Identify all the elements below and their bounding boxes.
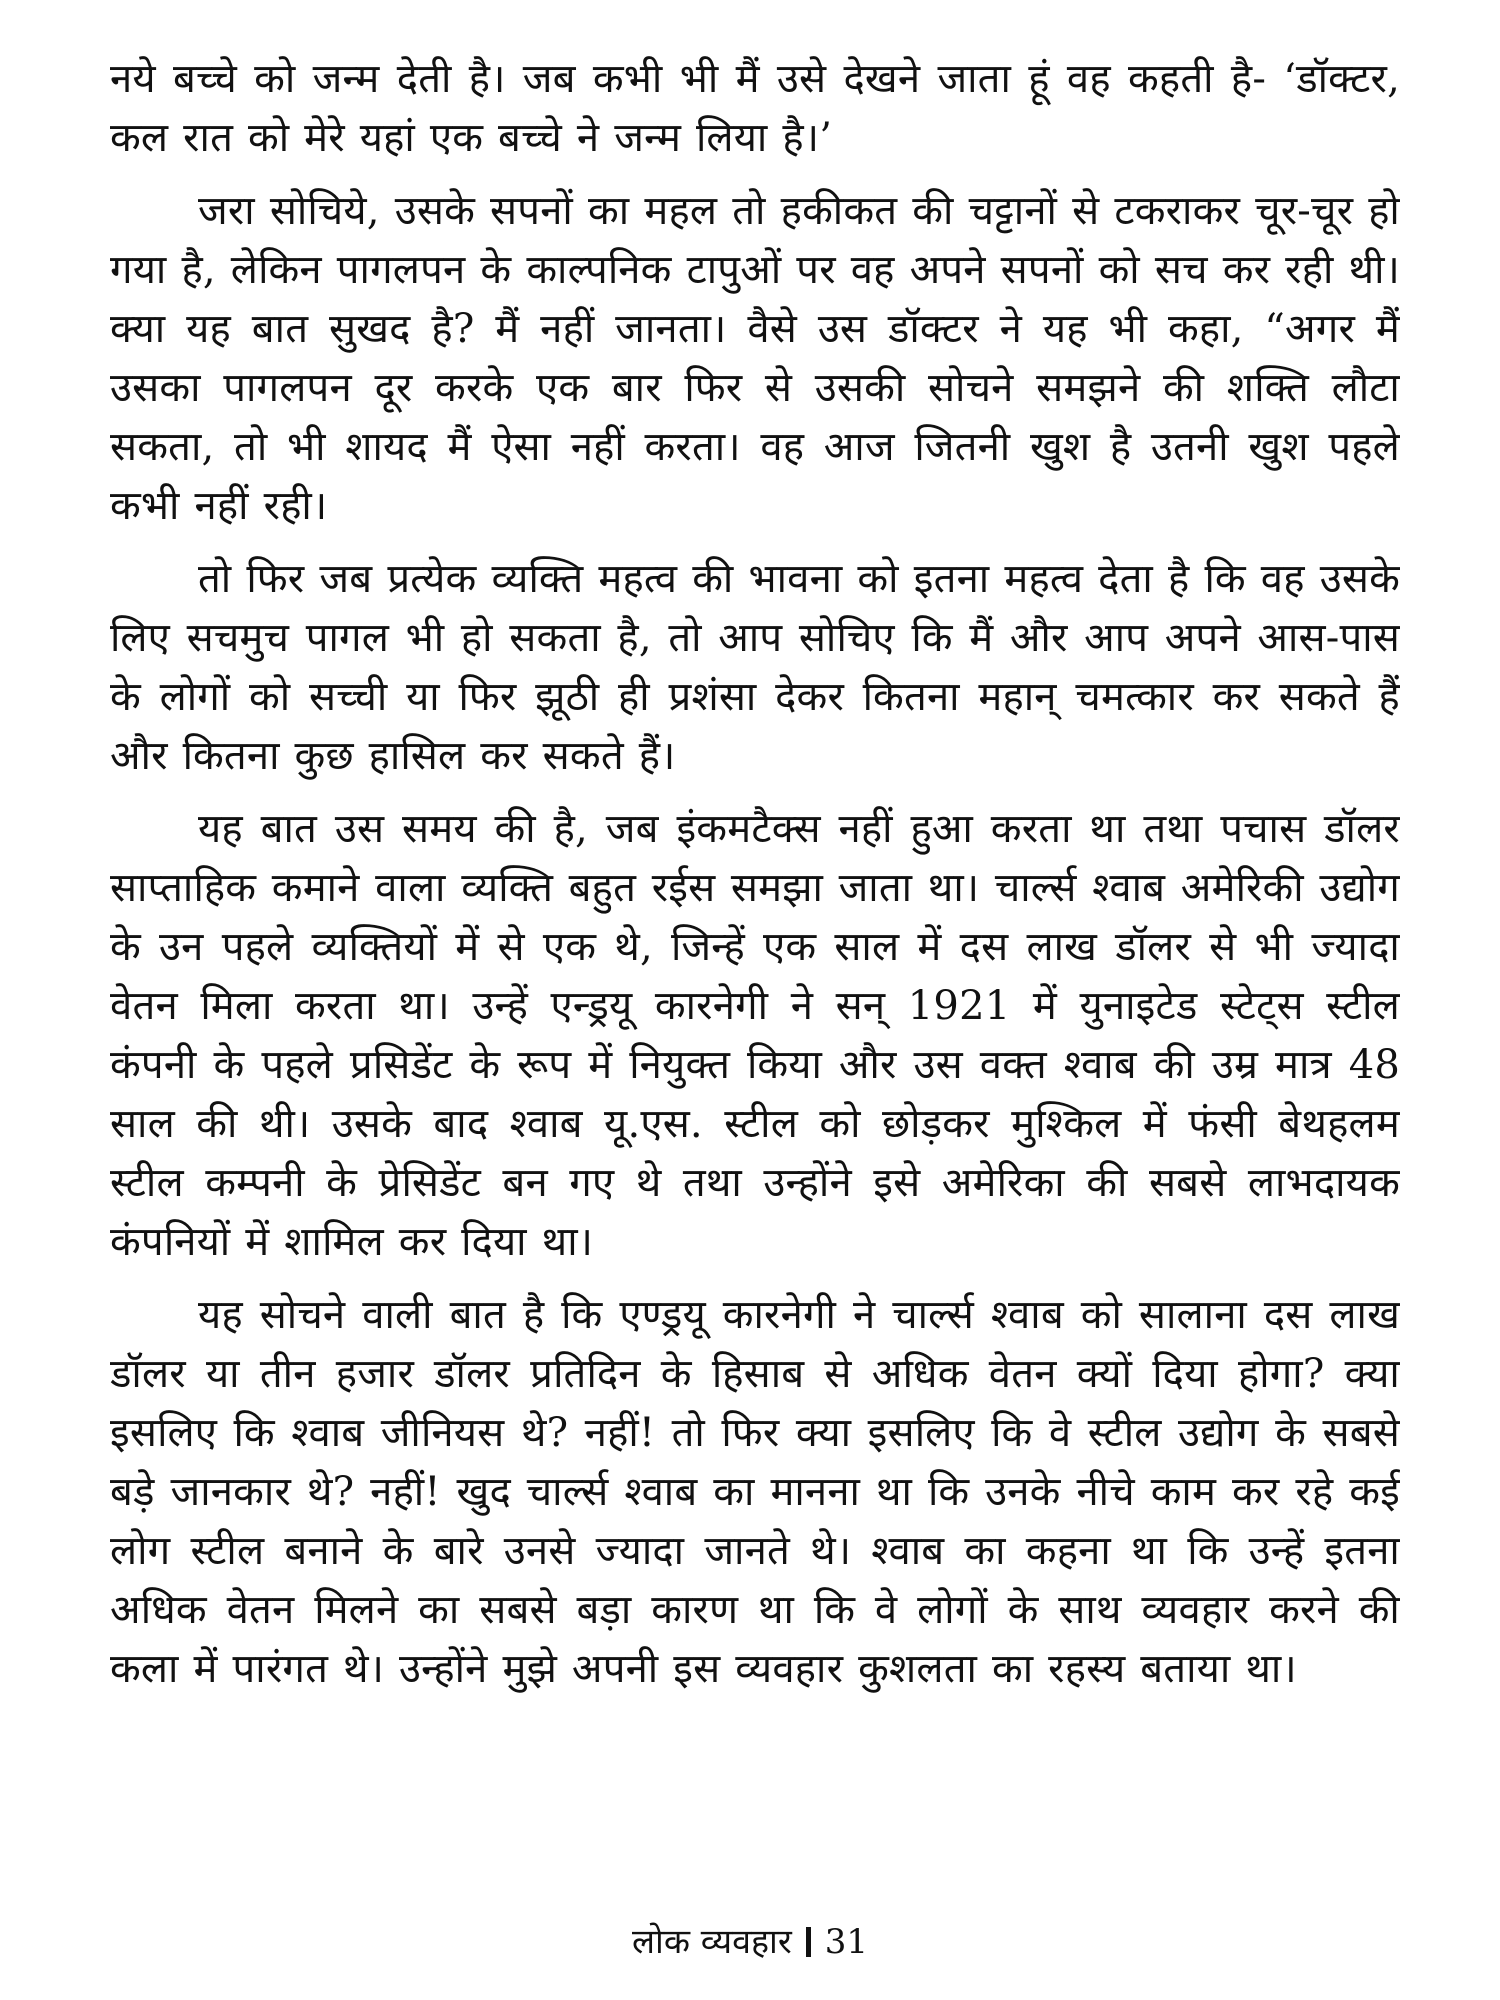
page-body	[110, 50, 1400, 1870]
paragraph: तो फिर जब प्रत्येक व्यक्ति महत्व की भावना को इतना महत्व देता है कि वह उसके लिए सचमुच पागल भी हो सकता है, तो आप सोचिए कि मैं और आप अपने आस-पास के लोगों को सच्ची या फिर झूठी ही प्रशंसा देकर कितना महान् चमत्कार कर सकते हैं और कितना कुछ हासिल कर सकते हैं।	[110, 556, 1400, 779]
paragraph: यह सोचने वाली बात है कि एण्ड्रयू कारनेगी ने चार्ल्स श्वाब को सालाना दस लाख डॉलर या तीन हजार डॉलर प्रतिदिन के हिसाब से अधिक वेतन क्यों दिया होगा? क्या इसलिए कि श्वाब जीनियस थे? नहीं! तो फिर क्या इसलिए कि वे स्टील उद्योग के सबसे बड़े जानकार थे? नहीं! खुद चार्ल्स श्वाब का मानना था कि उनके नीचे काम कर रहे कई लोग स्टील बनाने के बारे उनसे ज्यादा जानते थे। श्वाब का कहना था कि उन्हें इतना अधिक वेतन मिलने का सबसे बड़ा कारण था कि वे लोगों के साथ व्यवहार करने की कला में पारंगत थे। उन्होंने मुझे अपनी इस व्यवहार कुशलता का रहस्य बताया था।	[110, 1292, 1400, 1692]
book-title: लोक व्यवहार	[631, 1922, 792, 1962]
footer-divider	[806, 1927, 811, 1957]
paragraph: जरा सोचिये, उसके सपनों का महल तो हकीकत की चट्टानों से टकराकर चूर-चूर हो गया है, लेकिन पागलपन के काल्पनिक टापुओं पर वह अपने सपनों को सच कर रही थी। क्या यह बात सुखद है? मैं नहीं जानता। वैसे उस डॉक्टर ने यह भी कहा, “अगर मैं उसका पागलपन दूर करके एक बार फिर से उसकी सोचने समझने की शक्ति लौटा सकता, तो भी शायद मैं ऐसा नहीं करता। वह आज जितनी खुश है उतनी खुश पहले कभी नहीं रही।	[110, 188, 1400, 529]
paragraph: यह बात उस समय की है, जब इंकमटैक्स नहीं हुआ करता था तथा पचास डॉलर साप्ताहिक कमाने वाला व्यक्ति बहुत रईस समझा जाता था। चार्ल्स श्वाब अमेरिकी उद्योग के उन पहले व्यक्तियों में से एक थे, जिन्हें एक साल में दस लाख डॉलर से भी ज्यादा वेतन मिला करता था। उन्हें एन्ड्रयू कारनेगी ने सन् 1921 में युनाइटेड स्टेट्स स्टील कंपनी के पहले प्रसिडेंट के रूप में नियुक्त किया और उस वक्त श्वाब की उम्र मात्र 48 साल की थी। उसके बाद श्वाब यू.एस. स्टील को छोड़कर मुश्किल में फंसी बेथहलम स्टील कम्पनी के प्रेसिडेंट बन गए थे तथा उन्होंने इसे अमेरिका की सबसे लाभदायक कंपनियों में शामिल कर दिया था।	[110, 806, 1400, 1265]
page-footer	[0, 1920, 1500, 1964]
page-number: 31	[824, 1922, 869, 1962]
paragraph-continuation: नये बच्चे को जन्म देती है। जब कभी भी मैं उसे देखने जाता हूं वह कहती है- ‘डॉक्टर, कल रात को मेरे यहां एक बच्चे ने जन्म लिया है।’	[110, 56, 1400, 161]
